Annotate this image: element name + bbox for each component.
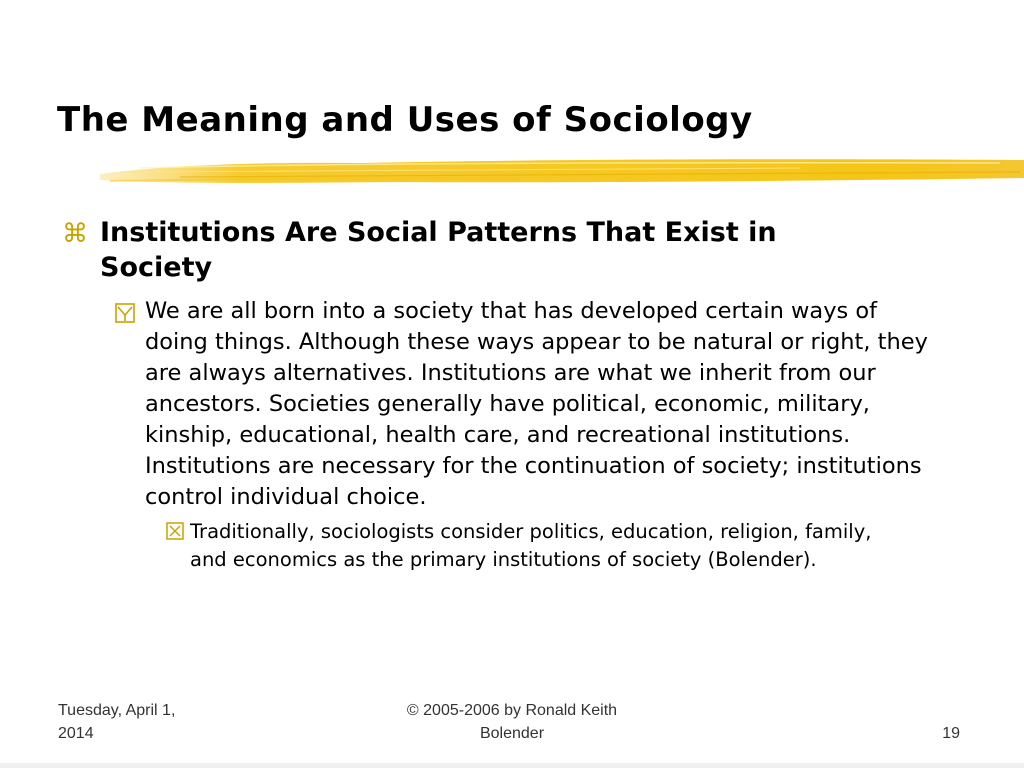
checkbox-x-icon [166,522,184,540]
footer-copyright [372,699,652,745]
footer-copyright-line1: © 2005-2006 by Ronald Keith [406,702,618,719]
bullet-level1-line2: Society [100,252,213,283]
place-of-interest-icon: ⌘ [62,219,88,249]
page-number: 19 [942,725,960,742]
footer-date-line1: Tuesday, April 1, [58,702,176,719]
footer-date-line2: 2014 [58,725,94,742]
bullet-level3-text: Traditionally, sociologists consider politics, education, religion, family, and economics as the primary institutions of society (Bolender). [190,520,872,571]
checkbox-check-icon [115,303,135,323]
bullet-level2-text: We are all born into a society that has developed certain ways of doing things. Although these ways appear to be natural or right, they are always alternatives. Institutions are what we inherit from our ancestors. Societies generally have political, economic, military, kinship, educational, health care, and recreational institutions. Institutions are necessary for the continuation of society; institutions control individual choice. [145,298,928,510]
footer-copyright-line2: Bolender [479,725,545,742]
footer-date [58,699,258,745]
bullet-level2 [115,296,935,513]
bullet-level1 [62,215,962,285]
slide-title: The Meaning and Uses of Sociology [57,100,753,140]
brush-stroke-underline [100,150,1024,190]
bullet-level1-text [100,215,962,285]
bullet-level1-line1: Institutions Are Social Patterns That Exist in [100,217,777,248]
bullet-level3 [166,518,906,574]
bottom-divider [0,763,1024,768]
